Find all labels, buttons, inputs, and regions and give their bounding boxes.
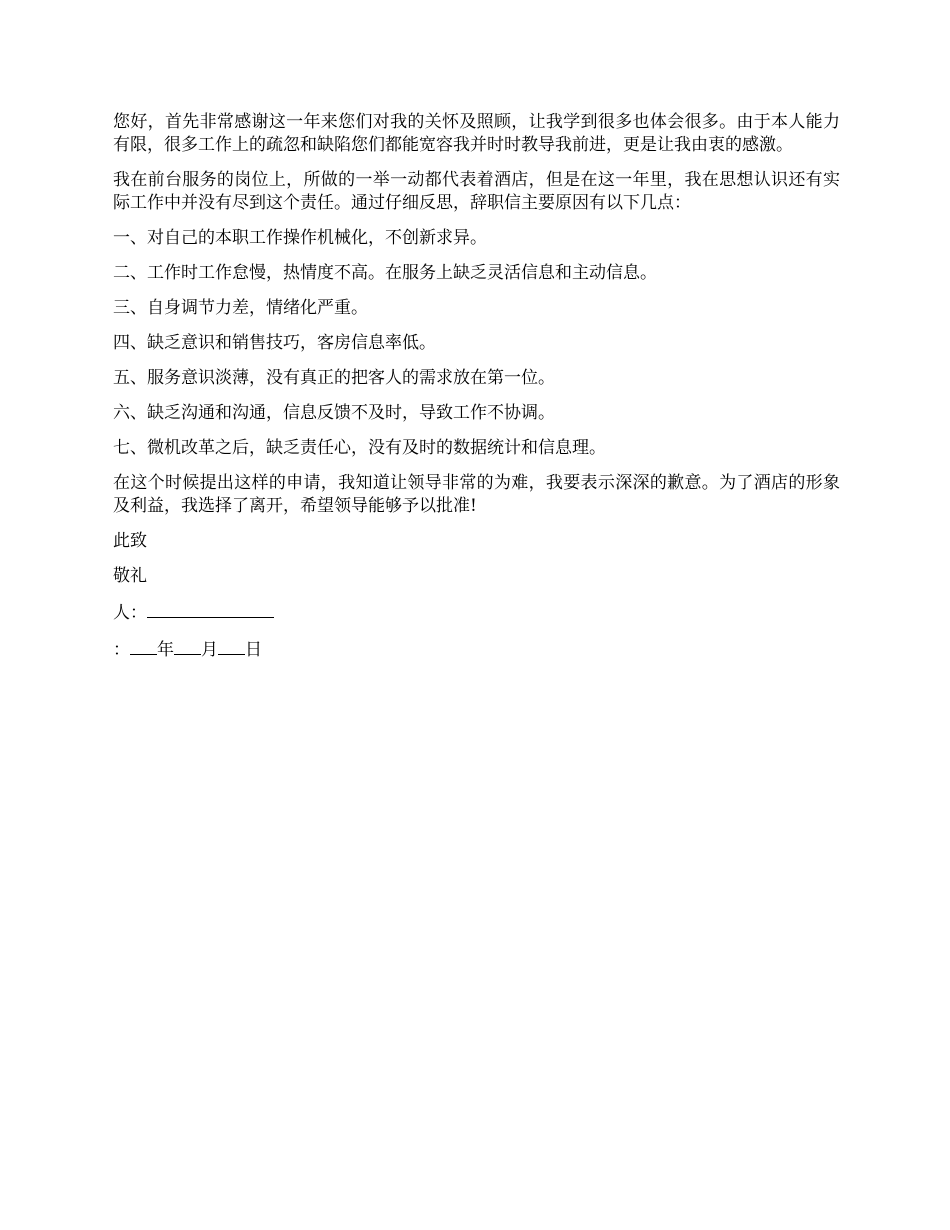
month-blank xyxy=(174,637,201,655)
day-blank xyxy=(218,637,245,655)
year-label: 年 xyxy=(157,640,174,660)
date-line xyxy=(113,637,840,662)
apology-paragraph: 在这个时候提出这样的申请，我知道让领导非常的为难，我要表示深深的歉意。为了酒店的形象及利益，我选择了离开，希望领导能够予以批准! xyxy=(113,473,840,516)
signature-label: 人： xyxy=(113,603,147,623)
reason-item-6: 六、缺乏沟通和沟通，信息反馈不及时，导致工作不协调。 xyxy=(113,403,555,423)
reason-item-1: 一、对自己的本职工作操作机械化，不创新求异。 xyxy=(113,228,487,248)
day-label: 日 xyxy=(245,640,262,660)
salutation-line: 敬礼 xyxy=(113,566,147,586)
greeting-paragraph: 您好，首先非常感谢这一年来您们对我的关怀及照顾，让我学到很多也体会很多。由于本人能力有限，很多工作上的疏忽和缺陷您们都能宽容我并时时教导我前进，更是让我由衷的感激。 xyxy=(113,112,840,155)
context-paragraph: 我在前台服务的岗位上，所做的一举一动都代表着酒店，但是在这一年里，我在思想认识还有实际工作中并没有尽到这个责任。通过仔细反思，辞职信主要原因有以下几点： xyxy=(113,170,840,213)
year-blank xyxy=(130,637,157,655)
reason-item-2: 二、工作时工作怠慢，热情度不高。在服务上缺乏灵活信息和主动信息。 xyxy=(113,263,657,283)
date-prefix: ： xyxy=(113,640,130,660)
closing-line: 此致 xyxy=(113,531,147,551)
letter-body xyxy=(113,111,840,674)
reason-item-4: 四、缺乏意识和销售技巧，客房信息率低。 xyxy=(113,333,436,353)
month-label: 月 xyxy=(201,640,218,660)
reason-item-7: 七、微机改革之后，缺乏责任心，没有及时的数据统计和信息理。 xyxy=(113,438,606,458)
reason-item-5: 五、服务意识淡薄，没有真正的把客人的需求放在第一位。 xyxy=(113,368,555,388)
signature-blank xyxy=(147,600,274,618)
reason-item-3: 三、自身调节力差，情绪化严重。 xyxy=(113,298,368,318)
signature-line xyxy=(113,600,840,625)
